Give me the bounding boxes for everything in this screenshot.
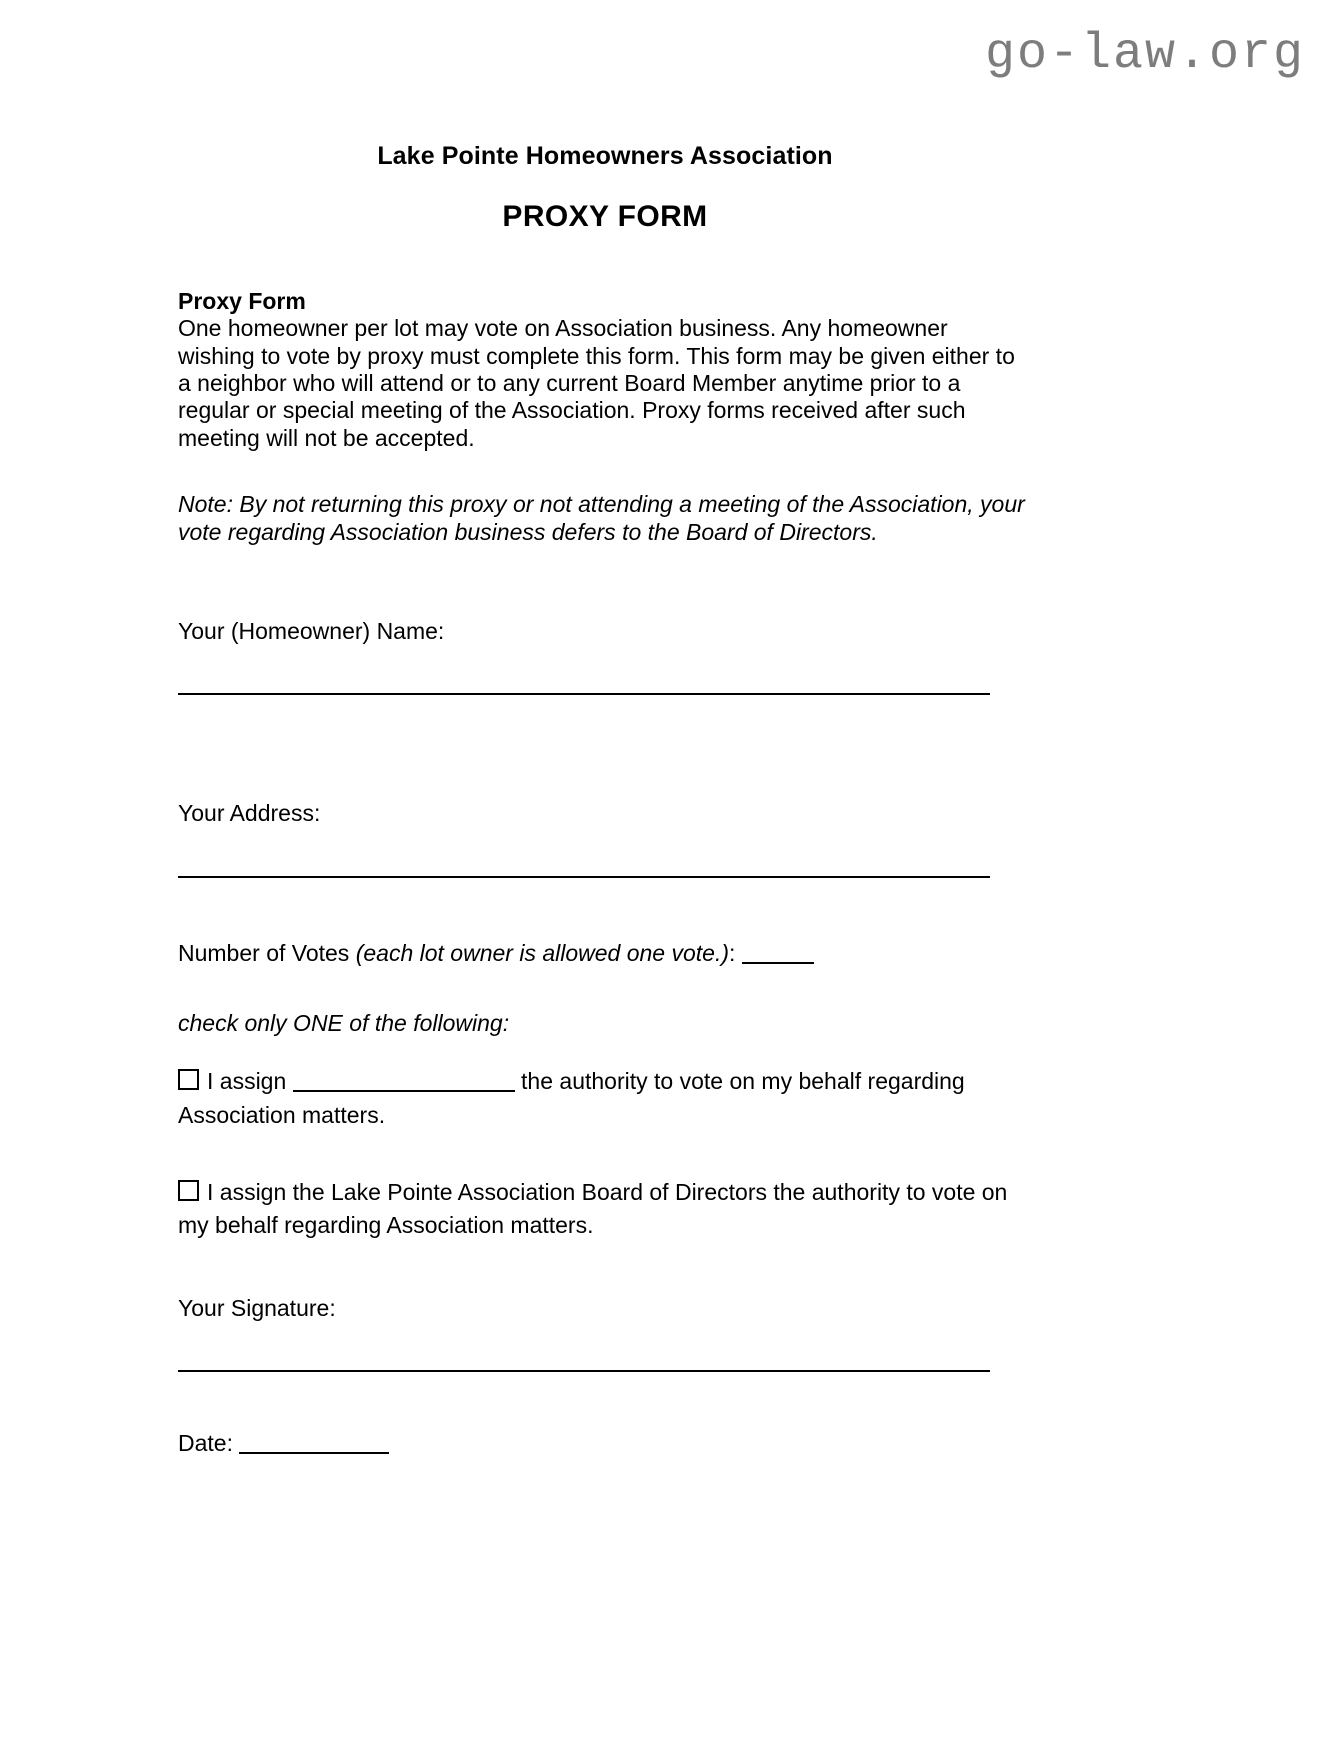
watermark-go-law-org: go-law.org [984,26,1305,83]
checkbox-option-one[interactable] [178,1065,1026,1132]
document-body [178,288,1026,1457]
checkbox-icon[interactable] [178,1069,199,1090]
note-paragraph: Note: By not returning this proxy or not attending a meeting of the Association, your vote regarding Association business defers to the Board of Directors. [178,491,1025,545]
date-input-blank[interactable] [239,1452,389,1454]
votes-input-blank[interactable] [742,962,814,964]
date-label: Date: [178,1430,233,1457]
organization-title: Lake Pointe Homeowners Association [377,142,833,170]
checkbox-icon[interactable] [178,1180,199,1201]
votes-colon: : [729,939,736,966]
votes-label: Number of Votes [178,939,350,966]
checkbox-option-one-suffix: the authority to vote on my behalf regarding Association matters. [178,1068,965,1128]
date-line [178,1430,1026,1457]
checkbox-instruction: check only ONE of the following: [178,1009,510,1036]
votes-line [178,940,1026,967]
assignee-input-blank[interactable] [293,1090,515,1092]
section-heading-proxy-form: Proxy Form [178,288,306,314]
checkbox-option-two[interactable] [178,1176,1026,1243]
votes-italic-note: (each lot owner is allowed one vote.) [355,939,730,966]
homeowner-name-label: Your (Homeowner) Name: [178,617,445,644]
address-label: Your Address: [178,800,321,827]
checkbox-option-two-label: I assign the Lake Pointe Association Board of Directors the authority to vote on my behalf regarding Association matters. [178,1179,1008,1239]
intro-paragraph: One homeowner per lot may vote on Association business. Any homeowner wishing to vote by proxy must complete this form. This form may be given either to a neighbor who will attend or to any current Board Member anytime prior to a regular or special meeting of the Association. Proxy forms received after such meeting will not be accepted. [178,315,1015,451]
signature-label: Your Signature: [178,1294,336,1321]
checkbox-option-one-prefix: I assign [207,1068,287,1095]
document-title: PROXY FORM [502,200,708,233]
